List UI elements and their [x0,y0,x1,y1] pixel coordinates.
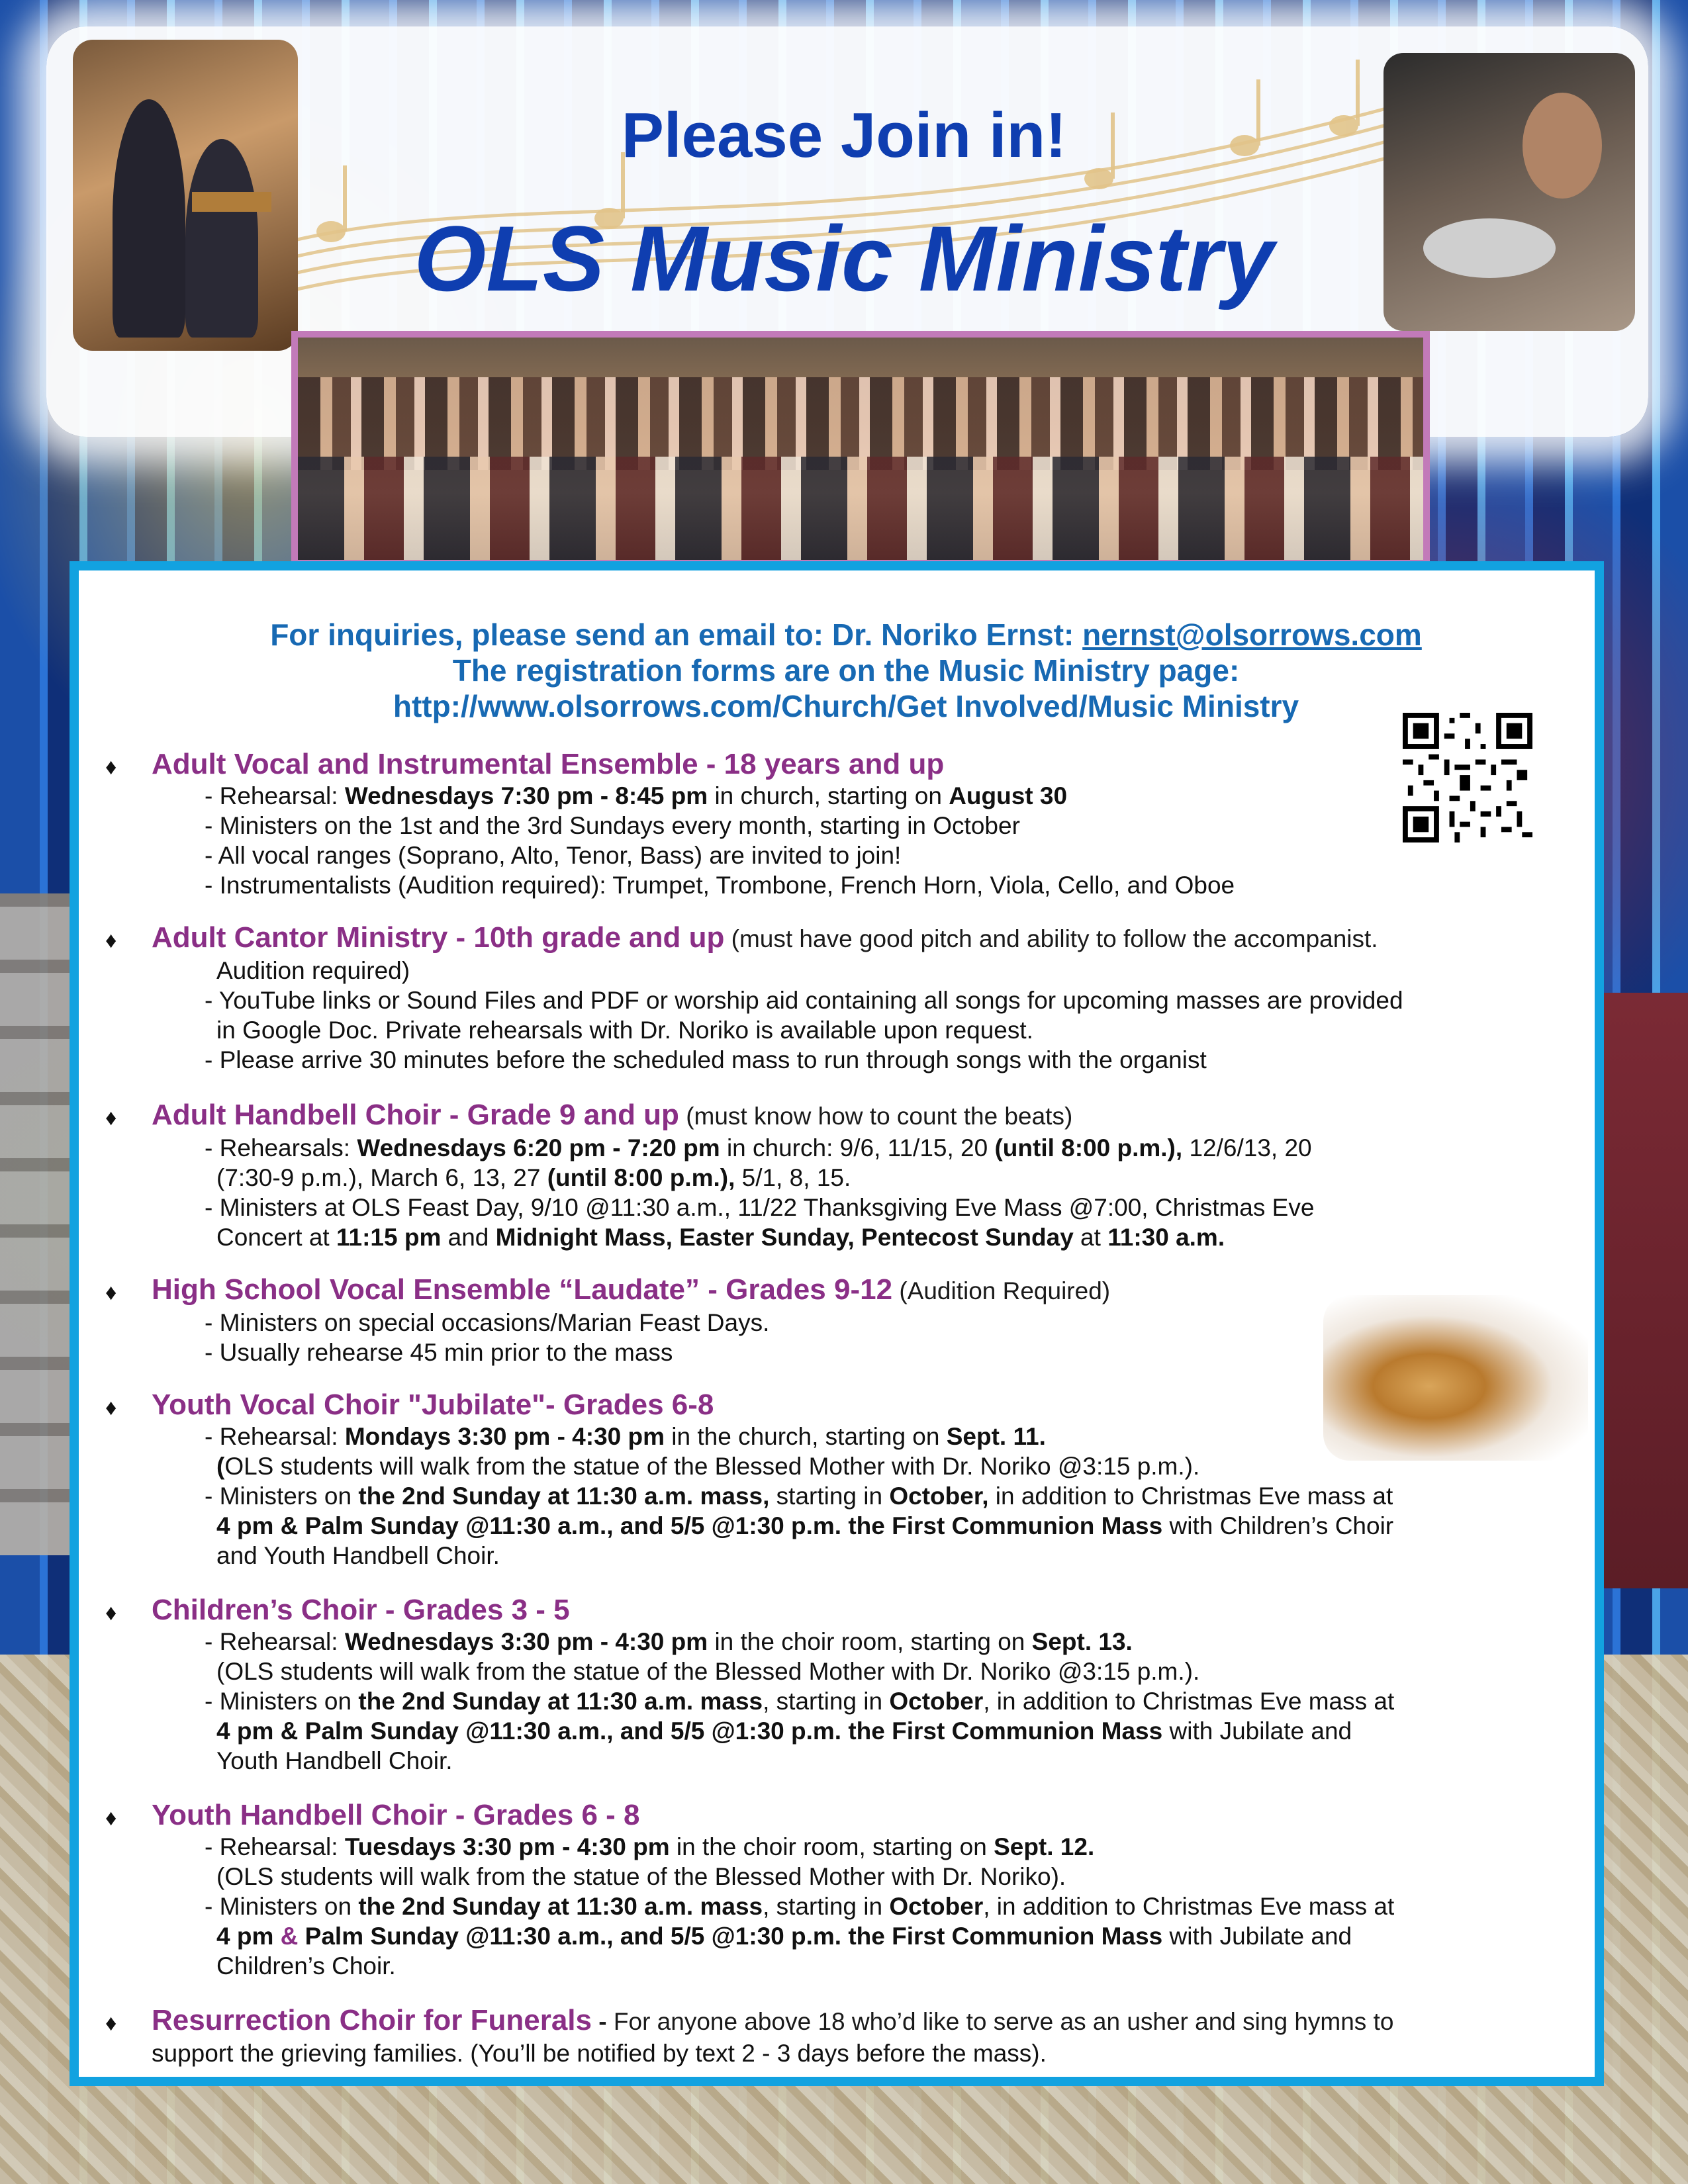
section-line: - Rehearsal: Mondays 3:30 pm - 4:30 pm in the church, starting on Sept. 11. [205,1423,1046,1450]
section-heading: Resurrection Choir for Funerals [152,2004,592,2036]
section-line: - Rehearsal: Tuesdays 3:30 pm - 4:30 pm in the choir room, starting on Sept. 12. [205,1833,1095,1860]
bullet-icon: ♦ [105,2011,117,2036]
section-line: Audition required) [216,957,410,984]
section-line: - Rehearsal: Wednesdays 3:30 pm - 4:30 pm in the choir room, starting on Sept. 13. [205,1628,1133,1655]
section-cantor [105,921,1588,1075]
section-heading: Youth Handbell Choir - Grades 6 - 8 [152,1799,640,1831]
page-title: OLS Music Ministry [414,206,1274,310]
content-panel [70,561,1604,2086]
section-line: - Ministers at OLS Feast Day, 9/10 @11:30 a.m., 11/22 Thanksgiving Eve Mass @7:00, Christmas Eve [205,1194,1315,1221]
section-line: support the grieving families. (You’ll be notified by text 2 - 3 days before the mass). [152,2040,1047,2067]
section-note: (Audition Required) [892,1277,1111,1304]
handbell-rack-image [0,893,73,1555]
registration-url[interactable]: http://www.olsorrows.com/Church/Get Involved/Music Ministry [393,689,1299,723]
section-heading: Adult Cantor Ministry - 10th grade and up [152,921,725,954]
section-laudate [105,1273,1588,1367]
page-subtitle: Please Join in! [621,100,1067,171]
section-line: - Instrumentalists (Audition required): Trumpet, Trombone, French Horn, Viola, Cello, and Oboe [205,872,1235,899]
section-line: (7:30-9 p.m.), March 6, 13, 27 (until 8:00 p.m.), 5/1, 8, 15. [216,1164,851,1191]
section-line: 4 pm & Palm Sunday @11:30 a.m., and 5/5 @1:30 p.m. the First Communion Mass with Jubilate and [216,1923,1352,1950]
section-line: (OLS students will walk from the statue of the Blessed Mother with Dr. Noriko @3:15 p.m.). [216,1453,1200,1480]
bullet-icon: ♦ [105,1105,117,1130]
bullet-icon: ♦ [105,928,117,953]
section-line: 4 pm & Palm Sunday @11:30 a.m., and 5/5 @1:30 p.m. the First Communion Mass with Jubilate and [216,1717,1352,1745]
section-text: For anyone above 18 who’d like to serve as an usher and sing hymns to [613,2008,1394,2035]
section-line: - Ministers on the 2nd Sunday at 11:30 a.m. mass, starting in October, in addition to Christmas Eve mass at [205,1688,1395,1715]
contact-email-link[interactable]: nernst@olsorrows.com [1082,617,1422,652]
section-heading: Adult Handbell Choir - Grade 9 and up [152,1099,679,1131]
section-childrens-choir [105,1594,1588,1776]
inquiry-text: For inquiries, please send an email to: Dr. Noriko Ernst: [270,617,1083,652]
section-adult-handbell [105,1099,1588,1252]
bullet-icon: ♦ [105,1395,117,1420]
section-line: - Ministers on the 1st and the 3rd Sundays every month, starting in October [205,812,1020,839]
section-heading: High School Vocal Ensemble “Laudate” - Grades 9-12 [152,1273,893,1306]
section-line: - All vocal ranges (Soprano, Alto, Tenor, Bass) are invited to join! [205,842,902,869]
section-line: (OLS students will walk from the statue of the Blessed Mother with Dr. Noriko). [216,1863,1066,1890]
choir-group-photo [291,331,1430,567]
section-note: (must have good pitch and ability to follow the accompanist. [724,925,1378,952]
section-line: Concert at 11:15 pm and Midnight Mass, Easter Sunday, Pentecost Sunday at 11:30 a.m. [216,1224,1225,1251]
section-line: - Ministers on special occasions/Marian Feast Days. [205,1309,770,1336]
section-line: in Google Doc. Private rehearsals with Dr. Noriko is available upon request. [216,1017,1033,1044]
section-line: Youth Handbell Choir. [216,1747,453,1774]
altar-cloth-image [1595,993,1688,1588]
bullet-icon: ♦ [105,1600,117,1625]
section-youth-handbell [105,1799,1588,1981]
section-line: (OLS students will walk from the statue of the Blessed Mother with Dr. Noriko @3:15 p.m.). [216,1658,1200,1685]
section-line: - Ministers on the 2nd Sunday at 11:30 a.m. mass, starting in October, in addition to Christmas Eve mass at [205,1482,1393,1510]
inquiry-info [79,617,1613,724]
bullet-icon: ♦ [105,754,117,780]
section-line: - Rehearsal: Wednesdays 7:30 pm - 8:45 pm in church, starting on August 30 [205,782,1068,809]
section-resurrection-choir: ♦ Resurrection Choir for Funerals - For anyone above 18 who’d like to serve as an usher and sing hymns to support the grieving families. (You’ll be notified by text 2 - 3 days before the mass). [105,2004,1588,2068]
section-line: and Youth Handbell Choir. [216,1542,500,1569]
section-line: - Ministers on the 2nd Sunday at 11:30 a.m. mass, starting in October, in addition to Christmas Eve mass at [205,1893,1395,1920]
section-line: - YouTube links or Sound Files and PDF or worship aid containing all songs for upcoming masses are provided [205,987,1403,1014]
section-heading: Youth Vocal Choir "Jubilate"- Grades 6-8 [152,1388,714,1421]
section-line: - Please arrive 30 minutes before the scheduled mass to run through songs with the organist [205,1046,1207,1073]
bullet-icon: ♦ [105,1805,117,1831]
section-adult-ensemble [105,748,1588,900]
section-line: Children’s Choir. [216,1952,396,1979]
section-heading: Adult Vocal and Instrumental Ensemble - 18 years and up [152,748,945,780]
section-note: (must know how to count the beats) [679,1103,1073,1130]
section-line: 4 pm & Palm Sunday @11:30 a.m., and 5/5 @1:30 p.m. the First Communion Mass with Children’s Choir [216,1512,1394,1539]
bullet-icon: ♦ [105,1280,117,1305]
section-jubilate [105,1388,1588,1570]
section-line: - Usually rehearse 45 min prior to the mass [205,1339,673,1366]
section-heading: Children’s Choir - Grades 3 - 5 [152,1594,570,1626]
section-line: - Rehearsals: Wednesdays 6:20 pm - 7:20 pm in church: 9/6, 11/15, 20 (until 8:00 p.m.), 12/6/13, 20 [205,1134,1312,1161]
registration-text: The registration forms are on the Music Ministry page: [452,653,1240,688]
